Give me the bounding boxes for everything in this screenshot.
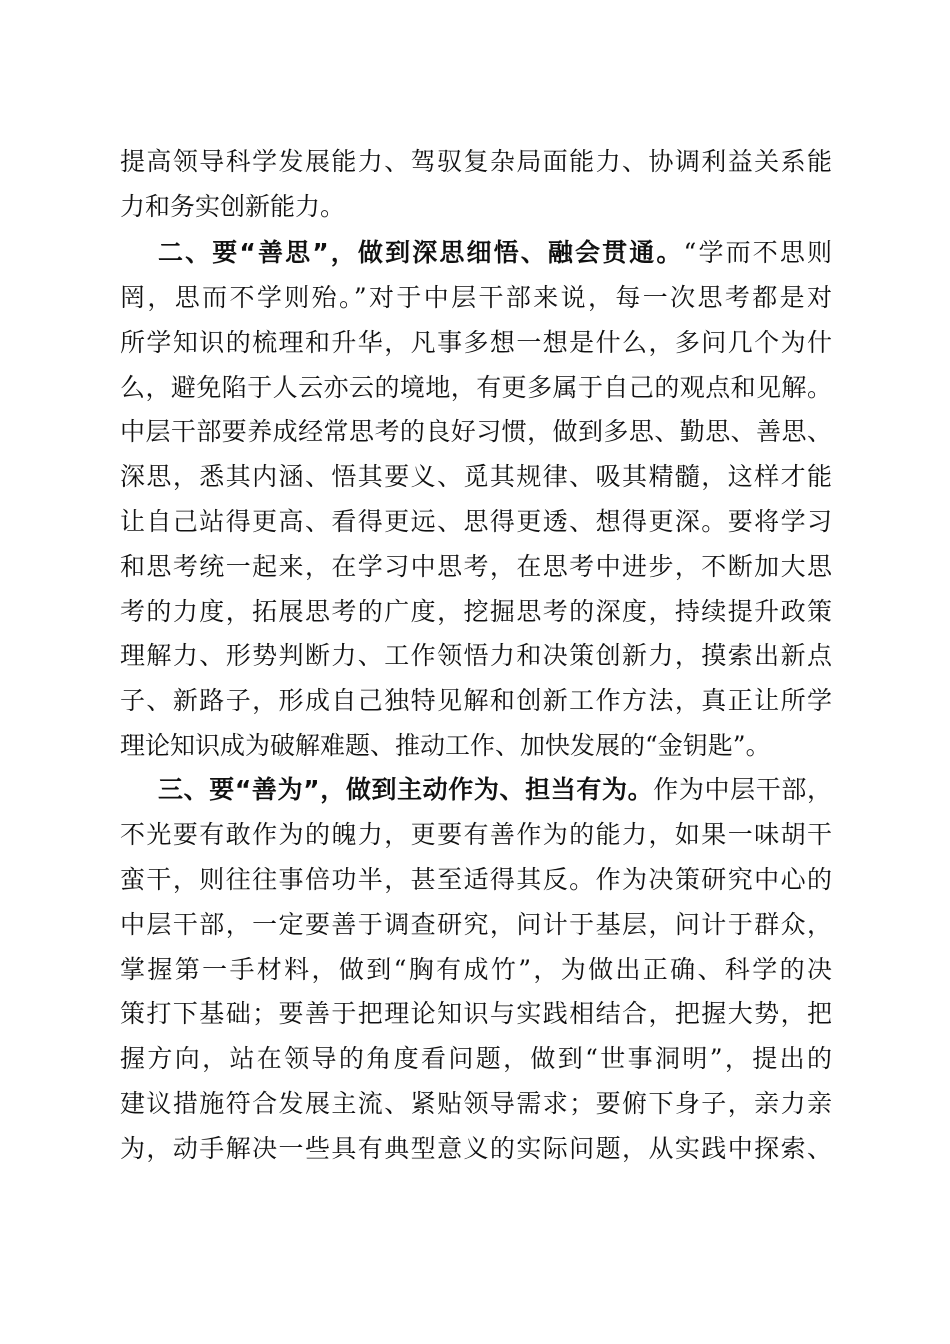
paragraph-2-line-7: 让自己站得更高、看得更远、思得更透、想得更深。要将学习 <box>120 507 832 536</box>
paragraph-2-line-12: 理论知识成为破解难题、推动工作、加快发展的“金钥匙”。 <box>120 731 771 760</box>
paragraph-2-first-line <box>158 231 832 275</box>
paragraph-2-heading: 二、要“善思”，做到深思细悟、融会贯通。 <box>158 238 684 267</box>
paragraph-3-heading: 三、要“善为”，做到主动作为、担当有为。 <box>158 775 654 804</box>
paragraph-3-line-2: 不光要有敢作为的魄力，更要有善作为的能力，如果一味胡干 <box>120 820 832 849</box>
paragraph-2-line-2: 罔，思而不学则殆。”对于中层干部来说，每一次思考都是对 <box>120 283 832 312</box>
paragraph-3-line-5: 掌握第一手材料，做到“胸有成竹”，为做出正确、科学的决 <box>120 955 832 984</box>
paragraph-3-line-3: 蛮干，则往往事倍功半，甚至适得其反。作为决策研究中心的 <box>120 865 832 894</box>
paragraph-2-line-3: 所学知识的梳理和升华，凡事多想一想是什么，多问几个为什 <box>120 328 832 357</box>
paragraph-3-line-7: 握方向，站在领导的角度看问题，做到“世事洞明”，提出的 <box>120 1044 832 1073</box>
paragraph-2-line-9: 考的力度，拓展思考的广度，挖掘思考的深度，持续提升政策 <box>120 597 832 626</box>
paragraph-3-line-6: 策打下基础；要善于把理论知识与实践相结合，把握大势，把 <box>120 999 832 1028</box>
paragraph-3-first-line <box>158 768 832 812</box>
paragraph-3-line-8: 建议措施符合发展主流、紧贴领导需求；要俯下身子，亲力亲 <box>120 1089 832 1118</box>
paragraph-2-line-11: 子、新路子，形成自己独特见解和创新工作方法，真正让所学 <box>120 686 832 715</box>
paragraph-2-line-10: 理解力、形势判断力、工作领悟力和决策创新力，摸索出新点 <box>120 641 832 670</box>
paragraph-2-line-8: 和思考统一起来，在学习中思考，在思考中进步，不断加大思 <box>120 552 832 581</box>
paragraph-2-line-5: 中层干部要养成经常思考的良好习惯，做到多思、勤思、善思、 <box>120 417 832 446</box>
paragraph-3-first-line-text: 作为中层干部， <box>653 775 832 804</box>
paragraph-2-line-4: 么，避免陷于人云亦云的境地，有更多属于自己的观点和见解。 <box>120 373 832 402</box>
paragraph-2-line-6: 深思，悉其内涵、悟其要义、觅其规律、吸其精髓，这样才能 <box>120 462 832 491</box>
paragraph-1-line-1: 提高领导科学发展能力、驾驭复杂局面能力、协调利益关系能 <box>120 147 832 176</box>
paragraph-1-line-2: 力和务实创新能力。 <box>120 192 346 221</box>
paragraph-3-line-9: 为，动手解决一些具有典型意义的实际问题，从实践中探索、 <box>120 1134 832 1163</box>
paragraph-2-first-line-text: “学而不思则 <box>683 238 832 267</box>
paragraph-3-line-4: 中层干部，一定要善于调查研究，问计于基层，问计于群众， <box>120 910 832 939</box>
